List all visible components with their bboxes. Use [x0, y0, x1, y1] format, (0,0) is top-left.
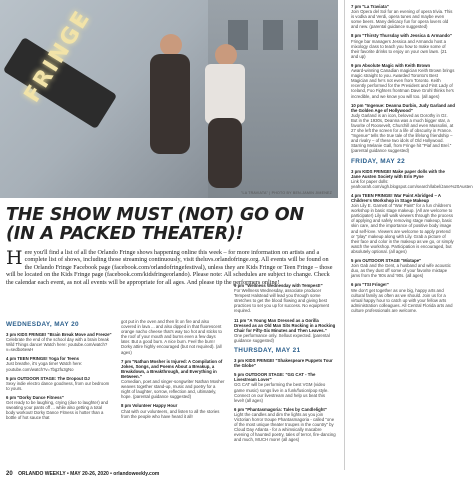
list-item — [121, 359, 225, 400]
performer-head — [160, 34, 182, 56]
event-description: Fringe bar managers Jessica and Armando host a mixology class to teach you how to make some of their favorite drinks to enjoy on your own lawn. (21 and up) — [351, 38, 447, 59]
schedule-column-1 — [6, 319, 112, 424]
list-item — [6, 376, 112, 391]
list-item — [351, 103, 455, 154]
event-title: 7 pm "Nathan Mosher is Injured: A Compilation of Jokes, Songs, and Poems About a Breakup, a Breakdown, a Breakthrough, and Everything in Between." — [121, 358, 223, 379]
list-item — [351, 258, 455, 278]
performer-legs — [208, 118, 242, 188]
intro-text: ere you'll find a list of all the Orlando Fringe shows happening online this week – for more information on artists and a complete list of shows, including those streaming continuously, visit theluvs.orlandofringe.org. All events will be found on the Orlando Fringe Facebook page (facebook.com/orlandofringefestival), unless they are Kids Fringe or Teen Fringe – those will be located on the Kids Fringe page (facebook.com/kidsfringeorlando). Please note: All schedules are subject to change. Check the calendar each event, as not all events will be appropriate for all ages. And please tip the performers online! — [6, 249, 333, 286]
list-item — [234, 283, 336, 314]
building-window — [263, 20, 283, 50]
event-title: 8 pm "Thirsty Thursday with Jessica & Armando" — [351, 33, 452, 39]
event-title: 6 pm "Phantasmagoria: Tales by Candlelight" — [234, 406, 327, 412]
performer-body — [150, 54, 190, 154]
column-divider — [344, 0, 345, 470]
page-headline: THE SHOW MUST (NOT) GO ON (IN A PACKED THEATER)! — [6, 205, 304, 244]
event-title: 9 pm "Wellness Wednesday with Tempest!" — [234, 283, 323, 288]
list-item — [234, 372, 336, 403]
event-description: Join Gab and the Gent, a husband and wife acoustic duo, as they dust off some of your favorite mixtape jams from the '80s and '90s. (all ages) — [351, 263, 451, 279]
event-description: Celebrate the end of the school day with a brain break Wild Things dance! Watch here: youtube.com/watch?v=sedbo6ewH — [6, 337, 109, 353]
photo-caption: "LA TRAVIATA" | PHOTO BY BEN-JAMIN JIMENEZ — [241, 191, 332, 195]
event-title: 6 pm "TSI Fringe!" — [351, 282, 389, 288]
day-heading: FRIDAY, MAY 22 — [351, 157, 406, 165]
event-title: 3 pm KIDS FRINGE! "Brain Break Move and Freeze" — [6, 332, 112, 337]
event-description: We don't get together as one big, happy arts and cultural family as often as we should. Join us for a virtual happy hour to catch up with your fellow arts administration colleagues. All Central Florida arts and culture professionals are welcome. — [351, 287, 453, 313]
list-item — [351, 4, 455, 29]
event-title: 8 pm Volunteer Happy Hour — [121, 403, 178, 409]
event-description: Comedian, poet and singer-songwriter Nathan Mosher weaves together stand-up, music and poetry for a night of laughter, sorrow, reflection and, ultimately, hope. (parental guidance suggested) — [121, 379, 225, 400]
drop-cap: H — [6, 247, 23, 269]
event-title: 6 pm "Dorky Dance Fitness" — [6, 394, 64, 400]
list-item — [121, 403, 225, 418]
schedule-column-3 — [234, 283, 336, 446]
list-item — [351, 168, 473, 189]
list-item — [351, 63, 455, 99]
event-title: 7 pm "La Traviata" — [351, 4, 389, 9]
schedule-column-4 — [351, 4, 473, 317]
event-description: One performance only. Sellout expected. (parental guidance suggested) — [234, 332, 330, 343]
event-description: Sexy indie electro dance goodness, from our bedroom to yours. — [6, 380, 110, 391]
event-description: Get ready to be laughing, crying (due to laughter) and sweating your pants off ... while also getting a total body workout! Dorky Dance Fitness is hotter than a bottle of hot sauce that — [6, 400, 108, 421]
event-description: Join Opera del Sol for an evening of opera trivia. This is vodka and Verdi, opera tunes and maybe even some beers. Many delicacy fun for opera lovers old and new. (parental guidance suggested) — [351, 9, 453, 30]
building-window — [298, 20, 318, 50]
footer-text: ORLANDO WEEKLY • MAY 20-26, 2020 • orlandoweekly.com — [18, 471, 160, 477]
performer-shirt — [205, 64, 245, 124]
list-item — [6, 356, 112, 371]
event-description: Join Lily E. Garnett of "War Paint" for a fun children's workshop in basic stage makeup. (All are welcome to participate!) Lily will walk viewers through the process of applying and safely removing stage makeup, basic skin care, and the importance of positive body image and self-love. Viewers are welcome to apply pretend or "play" makeup along with Lily. Grab a picture of their face and color in the makeup as we go, or simply watch the workshop. Participation is encouraged, but absolutely optional. (all ages) — [351, 203, 454, 254]
list-item — [351, 193, 455, 254]
list-item — [351, 282, 455, 313]
performer-head — [215, 44, 237, 66]
event-title: 4 pm TEEN FRINGE! War Paint Abridged – A Children's Workshop in Stage Makeup — [351, 192, 441, 203]
schedule-column-2 — [121, 319, 225, 423]
event-title: 5 pm OUTDOOR STAGE: "GG CAT - The Livestream Lover" — [234, 372, 316, 383]
hero-photo — [0, 0, 338, 198]
event-description: For Wellness Wednesday, associate producer Tempest Halstead will lead you through some stretches to get the blood flowing and giving best practices to set you up for success. No equipment required. — [234, 288, 330, 314]
event-title: 5 pm OUTDOOR STAGE: The Dropout DJ — [6, 375, 90, 381]
day-heading: THURSDAY, MAY 21 — [234, 347, 301, 355]
event-title: 3 pm KIDS FRINGE! "Shakespeare Puppets Tour the Globe" — [234, 358, 333, 369]
event-title: 5 pm OUTDOOR STAGE "Mixtape" — [351, 258, 422, 264]
event-title: 4 pm TEEN FRINGE! Yoga for Teens — [6, 356, 80, 362]
list-item — [234, 318, 336, 343]
event-description: Judy Garland is an icon, beloved as Dorothy in Oz. But in the 1930s, Deanna was a much bigger star, a favorite of Roosevelt, Churchill and even Mussolini, at 27 she left the screen for a life of obscurity in France. "Ingenue" tells the true tale of the lifelong friendship – and rivalry – of these two idols of Old Hollywood. Starring Melanie Gall, from Fringe hit "Piaf and Brel." (parental guidance suggested) — [351, 112, 454, 154]
event-title: 11 pm "A Young Man Dressed as a Gorilla Dressed as an Old Man Sits Rocking in a Rocking Chair for Fifty-Six Minutes and Then Leaves." — [234, 317, 336, 333]
page-number: 20 — [6, 471, 13, 477]
list-item — [6, 332, 112, 352]
list-item — [351, 33, 455, 58]
event-description: Award-winning Canadian magician Keith Brown brings magic straight to you. Awarded Toronto's Best Magician and he's not even from Toronto. Keith recently performed for the President and First Lady of Iceland, Foo Fighters frontman Dave Grohl thinks he's incredible, and we know you will too. (all ages) — [351, 68, 455, 99]
event-description: Just breathe, it's yoga time! Watch here: youtube.com/watch?v=7bg2fu3gNo — [6, 361, 83, 372]
intro-paragraph — [6, 249, 336, 286]
day-heading: WEDNESDAY, MAY 20 — [6, 321, 79, 328]
event-description: Chat with our volunteers, and listen to all the stories from the people who have heard it all! — [121, 408, 220, 419]
event-description: Light the candles and dim the lights as you join Victorian horror troupe Phantasmagoria - called "one of the most unique theater troupes in the country" by Cloud Day Atlanta - for a whimsically macabre evening of haunted poetry, tales of terror, fire-dancing and much, MUCH more! (all ages) — [234, 411, 336, 443]
event-title: 3 pm KIDS FRINGE! Make paper dolls with the Jane Austen Society with Erin Pyne — [351, 168, 445, 179]
list-item — [6, 395, 112, 420]
list-item — [234, 407, 336, 443]
event-description: GG CAT will be performing the best VGM (video game music) songs live in a funk/fusion/pop style. Connect on our livestream and help us beat this level! (all ages) — [234, 382, 329, 403]
fringe-sign-text: FRINGE — [19, 5, 96, 108]
event-description-continued: got put in the oven and then lit on fire and also covered in lava ... and also dipped in that fluorescent orange nacho cheese that's way too hot and sticks to the roof of your mouth and burns even a few days later. But a good burn. A nice burn. Feel the burn! Dorky attire highly encouraged (but not required). (all ages) — [121, 319, 222, 355]
event-description: Link for paper dolls: yeahoorah.com/ugh.blogspot.com/search/label/Jane%20Austen — [351, 178, 473, 189]
event-title: 9 pm Absolute Magic with Keith Brown — [351, 62, 431, 68]
page-footer — [6, 471, 159, 477]
event-title: 10 pm "Ingenue: Deanna Durbin, Judy Garland and the Golden Age of Hollywood" — [351, 102, 455, 113]
list-item — [234, 358, 336, 368]
